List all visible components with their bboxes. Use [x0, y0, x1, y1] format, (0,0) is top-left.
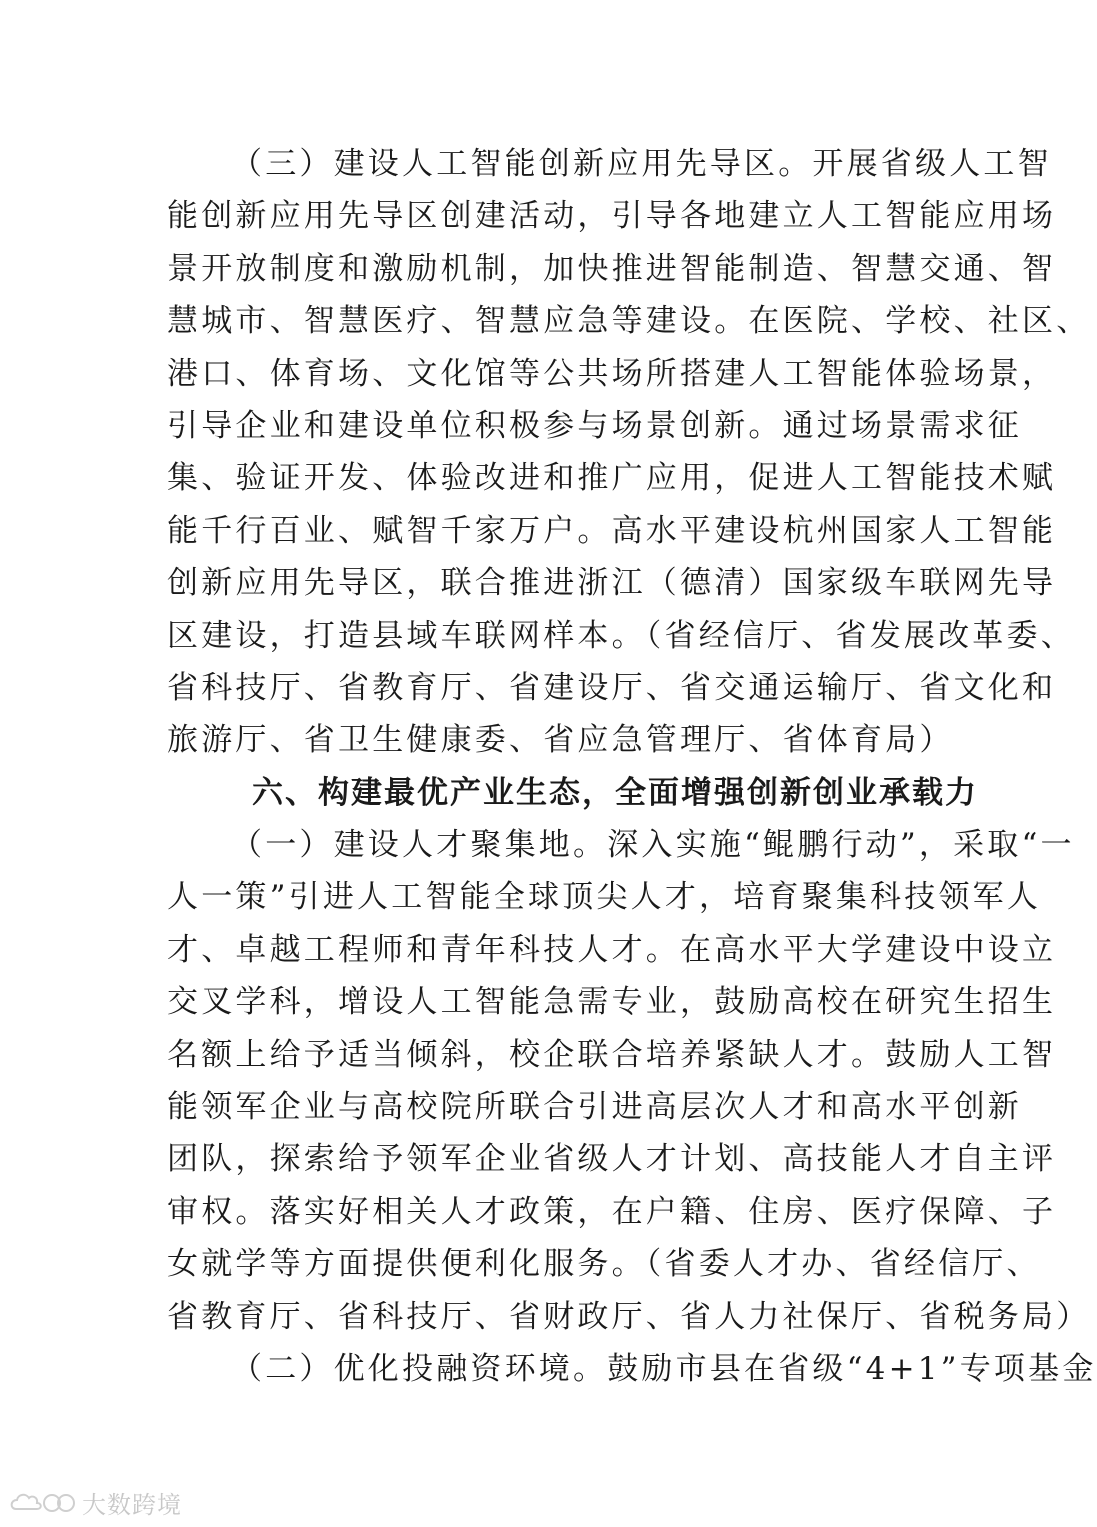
paragraph-line: 省科技厅、省教育厅、省建设厅、省交通运输厅、省文化和	[167, 669, 1057, 706]
paragraph-line: 港口、体育场、文化馆等公共场所搭建人工智能体验场景，	[167, 355, 1057, 392]
paragraph-line: 名额上给予适当倾斜，校企联合培养紧缺人才。鼓励人工智	[167, 1036, 1057, 1073]
paragraph-line: （一）建设人才聚集地。深入实施“鲲鹏行动”，采取“一	[231, 827, 1075, 864]
paragraph-line: 慧城市、智慧医疗、智慧应急等建设。在医院、学校、社区、	[167, 303, 1091, 340]
watermark	[8, 1485, 182, 1519]
paragraph-line: 才、卓越工程师和青年科技人才。在高水平大学建设中设立	[167, 931, 1057, 968]
watermark-text: 大数跨境	[82, 1490, 182, 1519]
paragraph-line: 旅游厅、省卫生健康委、省应急管理厅、省体育局）	[167, 722, 954, 759]
paragraph-line: 集、验证开发、体验改进和推广应用，促进人工智能技术赋	[167, 460, 1057, 497]
paragraph-line: 团队，探索给予领军企业省级人才计划、高技能人才自主评	[167, 1141, 1057, 1178]
paragraph-line: 女就学等方面提供便利化服务。（省委人才办、省经信厅、	[167, 1246, 1041, 1283]
document-body	[167, 138, 1097, 1395]
paragraph-line: （三）建设人工智能创新应用先导区。开展省级人工智	[231, 146, 1052, 182]
paragraph-line: 创新应用先导区，联合推进浙江（德清）国家级车联网先导	[167, 565, 1057, 602]
paragraph-line: 能创新应用先导区创建活动，引导各地建立人工智能应用场	[167, 198, 1057, 235]
paragraph-line: 引导企业和建设单位积极参与场景创新。通过场景需求征	[167, 407, 1022, 444]
paragraph-line: 能领军企业与高校院所联合引进高层次人才和高水平创新	[167, 1089, 1022, 1126]
paragraph-line: 区建设，打造县域车联网样本。（省经信厅、省发展改革委、	[167, 617, 1075, 654]
cloud-logo-icon	[8, 1487, 76, 1517]
section-heading: 六、构建最优产业生态，全面增强创新创业承载力	[252, 774, 978, 811]
paragraph-line: 审权。落实好相关人才政策，在户籍、住房、医疗保障、子	[167, 1193, 1057, 1230]
paragraph-line: （二）优化投融资环境。鼓励市县在省级“4+1”专项基金	[231, 1350, 1097, 1387]
paragraph-line: 景开放制度和激励机制，加快推进智能制造、智慧交通、智	[167, 250, 1057, 287]
paragraph-line: 交叉学科，增设人工智能急需专业，鼓励高校在研究生招生	[167, 984, 1057, 1021]
paragraph-line: 人一策”引进人工智能全球顶尖人才，培育聚集科技领军人	[167, 879, 1042, 916]
paragraph-line: 能千行百业、赋智千家万户。高水平建设杭州国家人工智能	[167, 512, 1057, 549]
paragraph-line: 省教育厅、省科技厅、省财政厅、省人力社保厅、省税务局）	[167, 1298, 1091, 1335]
